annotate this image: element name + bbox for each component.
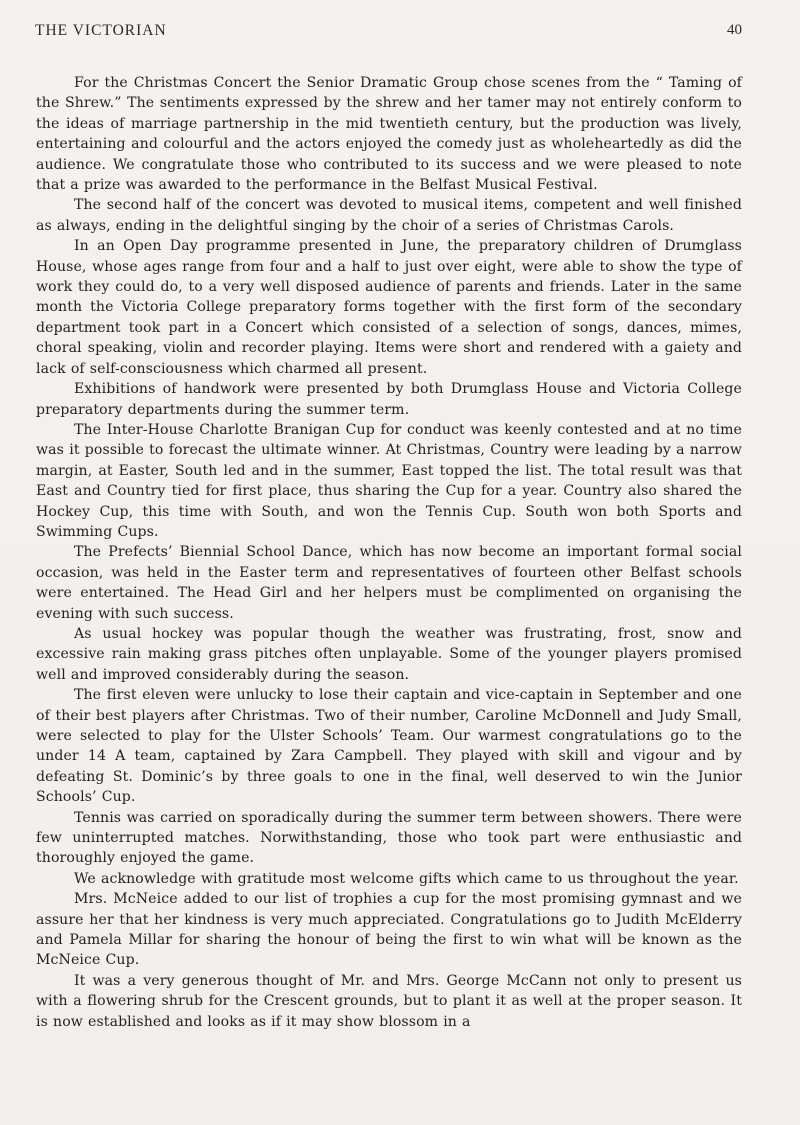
- article-body: [36, 73, 742, 1032]
- paragraph-6: The Prefects’ Biennial School Dance, which has now become an important formal social occasion, was held in the Easter term and representatives of fourteen other Belfast schools were entertained. The Head Girl and her helpers must be complimented on organising the evening with such success.: [36, 544, 742, 622]
- paragraph-9: Tennis was carried on sporadically during the summer term between showers. There were few uninterrupted matches. Norwithstanding, those who took part were enthusiastic and thoroughly enjoyed the game.: [36, 809, 742, 867]
- running-header: [35, 22, 742, 46]
- paragraph-3: In an Open Day programme presented in June, the preparatory children of Drumglass House, whose ages range from four and a half to just over eight, were able to show the type of work they could do, to a very well disposed audience of parents and friends. Later in the same month the Victoria College preparatory forms together with the first form of the secondary department took part in a Concert which consisted of a selection of songs, dances, mimes, choral speaking, violin and recorder playing. Items were short and rendered with a gaiety and lack of self-consciousness which charmed all present.: [36, 238, 742, 377]
- paragraph-5: The Inter-House Charlotte Branigan Cup for conduct was keenly contested and at no time was it possible to forecast the ultimate winner. At Christmas, Country were leading by a narrow margin, at Easter, South led and in the summer, East topped the list. The total result was that East and Country tied for first place, thus sharing the Cup for a year. Country also shared the Hockey Cup, this time with South, and won the Tennis Cup. South won both Sports and Swimming Cups.: [36, 421, 742, 540]
- paragraph-1: For the Christmas Concert the Senior Dramatic Group chose scenes from the “ Taming of the Shrew.” The sentiments expressed by the shrew and her tamer may not entirely conform to the ideas of marriage partnership in the mid twentieth century, but the production was lively, entertaining and colourful and the actors enjoyed the comedy just as wholeheartedly as did the audience. We congratulate those who contributed to its success and we were pleased to note that a prize was awarded to the performance in the Belfast Musical Festival.: [36, 75, 742, 194]
- page-number: 40: [727, 22, 742, 38]
- paragraph-10: We acknowledge with gratitude most welcome gifts which came to us throughout the year.: [74, 870, 739, 887]
- paragraph-12: It was a very generous thought of Mr. and Mrs. George McCann not only to present us with a flowering shrub for the Crescent grounds, but to plant it as well at the proper season. It is now established and looks as if it may show blossom in a: [36, 972, 742, 1030]
- publication-title: THE VICTORIAN: [35, 22, 167, 39]
- paragraph-11: Mrs. McNeice added to our list of trophies a cup for the most promising gymnast and we assure her that her kindness is very much appreciated. Congratulations go to Judith McElderry and Pamela Millar for sharing the honour of being the first to win what will be known as the McNeice Cup.: [36, 891, 742, 969]
- paragraph-4: Exhibitions of handwork were presented by both Drumglass House and Victoria College preparatory departments during the summer term.: [36, 381, 742, 418]
- paragraph-7: As usual hockey was popular though the weather was frustrating, frost, snow and excessive rain making grass pitches often unplayable. Some of the younger players promised well and improved considerably during the season.: [36, 625, 742, 683]
- paragraph-2: The second half of the concert was devoted to musical items, competent and well finished as always, ending in the delightful singing by the choir of a series of Christmas Carols.: [36, 197, 742, 234]
- paragraph-8: The first eleven were unlucky to lose their captain and vice-captain in September and one of their best players after Christmas. Two of their number, Caroline McDonnell and Judy Small, were selected to play for the Ulster Schools’ Team. Our warmest congratulations go to the under 14 A team, captained by Zara Campbell. They played with skill and vigour and by defeating St. Dominic’s by three goals to one in the final, well deserved to win the Junior Schools’ Cup.: [36, 687, 742, 806]
